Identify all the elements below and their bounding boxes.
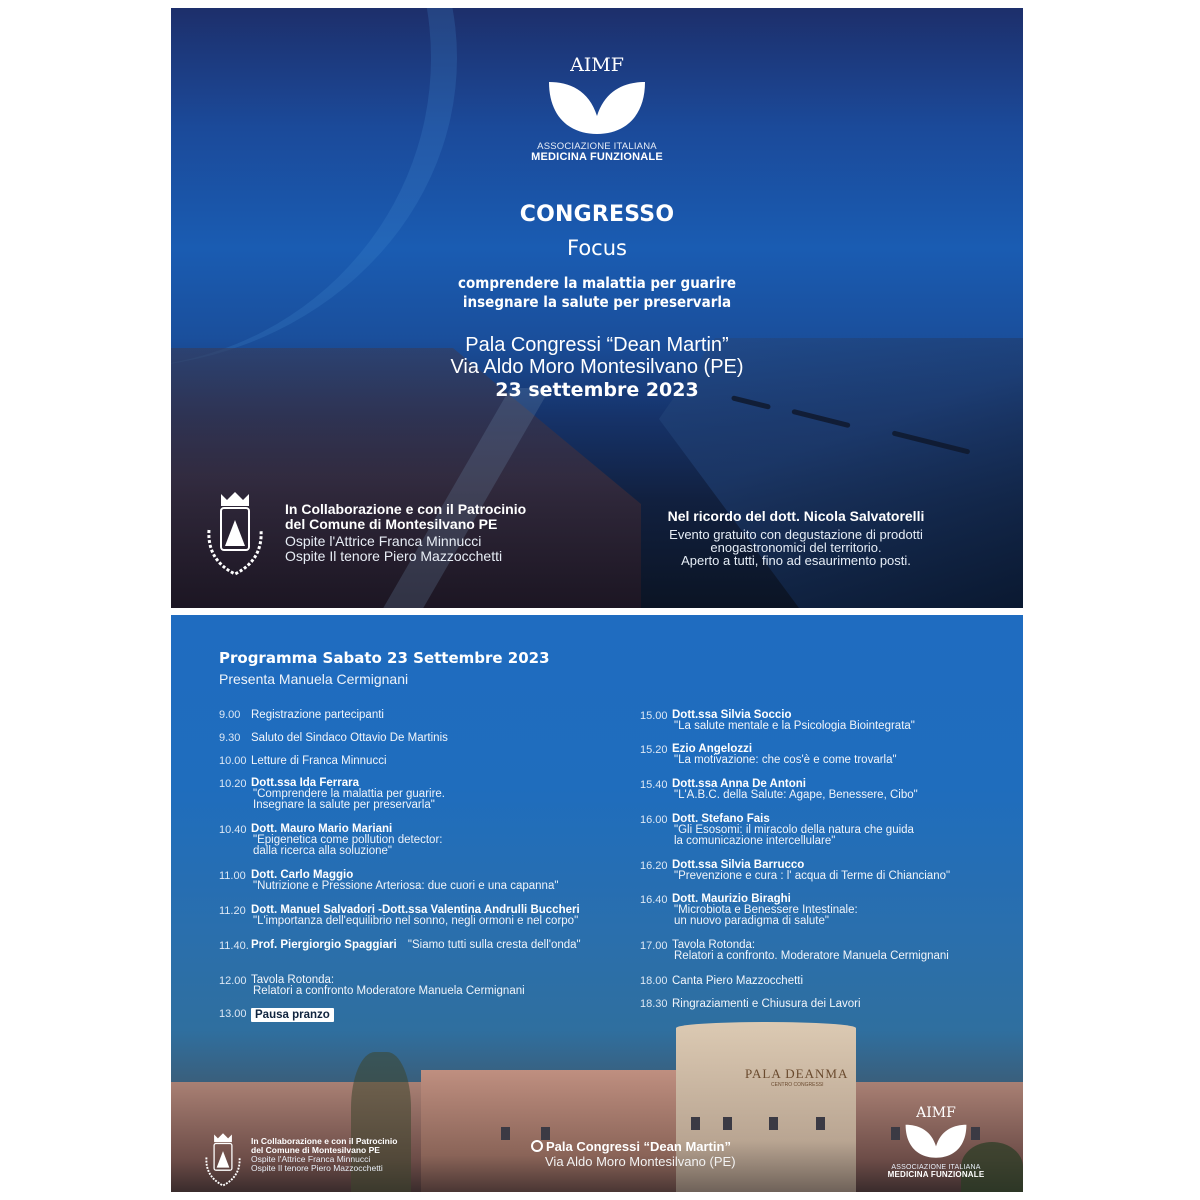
pala-congressi-building-photo: PALA DEANMA CENTRO CONGRESSI	[171, 1022, 1023, 1192]
program-title: Programma Sabato 23 Settembre 2023	[219, 649, 550, 667]
memorial-note: Nel ricordo del dott. Nicola Salvatorelli Evento gratuito con degustazione di prodotti enogastronomici del territorio. Aperto a tutti, fino ad esaurimento posti.	[667, 508, 925, 568]
logo-text: ASSOCIAZIONE ITALIANA MEDICINA FUNZIONALE	[531, 141, 663, 163]
municipal-crest-icon	[201, 490, 269, 578]
leaf-logo-icon	[547, 76, 647, 136]
program-item: 10.20 Dott.ssa Ida Ferrara "Comprendere la malattia per guarire. Insegnare la salute per preservarla"	[219, 777, 446, 811]
program-item: 15.40 Dott.ssa Anna De Antoni "L'A.B.C. della Salute: Agape, Benessere, Cibo"	[640, 778, 918, 801]
program-panel	[171, 615, 1023, 1192]
logo-acronym: AIMF	[570, 54, 624, 76]
event-venue: Pala Congressi “Dean Martin” Via Aldo Moro Montesilvano (PE)	[450, 334, 744, 378]
footer-collaboration-note: In Collaborazione e con il Patrocinio del Comune di Montesilvano PE Ospite l'Attrice Franca Minnucci Ospite Il tenore Piero Mazzocchetti	[251, 1136, 398, 1173]
event-subtitle: Focus	[567, 236, 627, 260]
collaboration-note: In Collaborazione e con il Patrocinio del Comune di Montesilvano PE Ospite l'Attrice Franca Minnucci Ospite Il tenore Piero Mazzocchetti	[285, 501, 527, 564]
program-item: 15.00 Dott.ssa Silvia Soccio "La salute mentale e la Psicologia Biointegrata"	[640, 709, 915, 732]
congress-poster-header	[171, 8, 1023, 608]
building-sign: PALA DEANMA	[745, 1066, 849, 1081]
program-item: 10.00 Letture di Franca Minnucci	[219, 755, 387, 767]
event-title: CONGRESSO	[519, 202, 675, 227]
program-item: 11.20 Dott. Manuel Salvadori -Dott.ssa Valentina Andrulli Buccheri "L'importanza dell'equilibrio nel sonno, negli ormoni e nel corpo"	[219, 904, 580, 927]
program-presenter: Presenta Manuela Cermignani	[219, 671, 409, 687]
program-item: 13.00 Pausa pranzo	[219, 1008, 334, 1022]
program-item: 12.00 Tavola Rotonda: Relatori a confronto Moderatore Manuela Cermignani	[219, 974, 525, 997]
program-item: 16.40 Dott. Maurizio Biraghi "Microbiota e Benessere Intestinale: un nuovo paradigma di salute"	[640, 893, 858, 927]
program-right-column	[640, 615, 1020, 1035]
program-item: 11.40. Prof. Piergiorgio Spaggiari "Siamo tutti sulla cresta dell'onda"	[219, 939, 581, 952]
program-item: 11.00 Dott. Carlo Maggio "Nutrizione e Pressione Arteriosa: due cuori e una capanna"	[219, 869, 559, 892]
decorative-arc	[171, 8, 457, 368]
program-item: 18.30 Ringraziamenti e Chiusura dei Lavori	[640, 998, 861, 1010]
program-item: 18.00 Canta Piero Mazzocchetti	[640, 975, 804, 987]
location-pin-icon	[531, 1140, 543, 1152]
program-item: 16.00 Dott. Stefano Fais "Gli Esosomi: il miracolo della natura che guida la comunicazione intercellulare"	[640, 813, 914, 847]
aimf-logo	[497, 54, 697, 164]
municipal-crest-icon	[201, 1132, 245, 1188]
program-item: 15.20 Ezio Angelozzi "La motivazione: che cos'è e come trovarla"	[640, 743, 897, 766]
program-item: 16.20 Dott.ssa Silvia Barrucco "Prevenzione e cura : l' acqua di Terme di Chianciano"	[640, 859, 951, 882]
program-item: 9.30 Saluto del Sindaco Ottavio De Martinis	[219, 732, 448, 744]
aimf-logo-footer: AIMF ASSOCIAZIONE ITALIANA MEDICINA FUNZIONALE	[887, 1105, 985, 1180]
program-item: 9.00 Registrazione partecipanti	[219, 709, 384, 721]
leaf-logo-icon	[904, 1121, 968, 1159]
lunch-break-badge: Pausa pranzo	[251, 1008, 334, 1022]
event-date: 23 settembre 2023	[495, 379, 699, 401]
footer-venue: Pala Congressi “Dean Martin” Via Aldo Moro Montesilvano (PE)	[531, 1139, 736, 1169]
event-tagline: comprendere la malattia per guarire insegnare la salute per preservarla	[457, 274, 736, 311]
program-item: 10.40 Dott. Mauro Mario Mariani "Epigenetica come pollution detector: dalla ricerca alla soluzione"	[219, 823, 443, 857]
program-item: 17.00 Tavola Rotonda: Relatori a confronto. Moderatore Manuela Cermignani	[640, 939, 949, 962]
program-left-column	[219, 615, 639, 1035]
